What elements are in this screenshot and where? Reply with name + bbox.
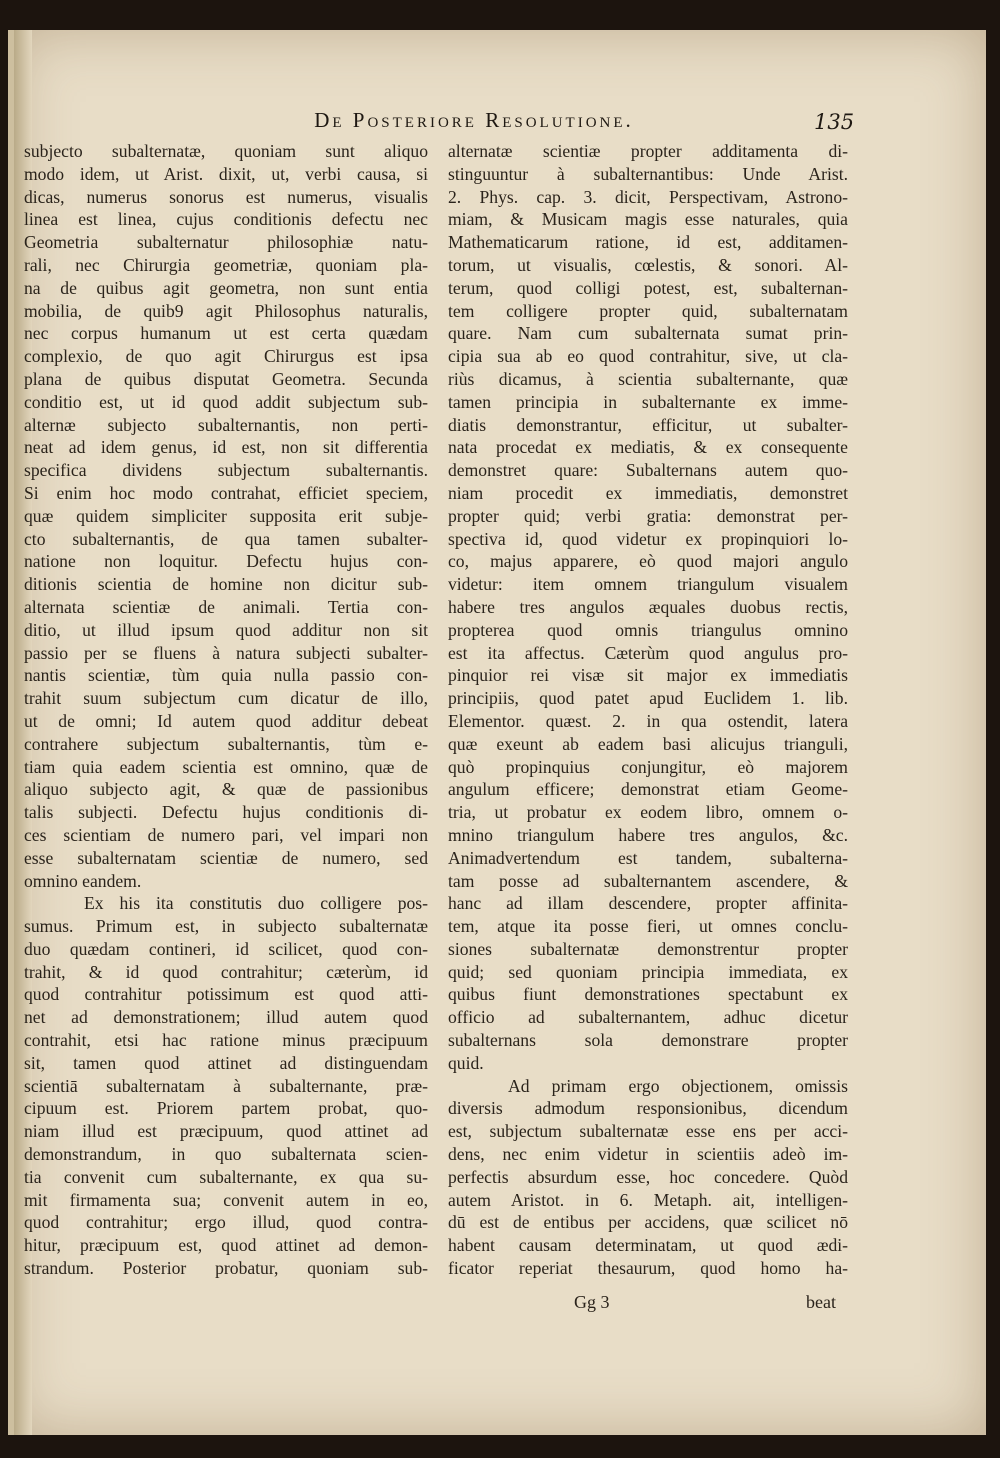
text-line: hanc ad illam descendere, propter affinita-: [448, 893, 848, 914]
text-line: miam, & Musicam magis esse naturales, quia: [448, 209, 848, 230]
text-line: ces scientiam de numero pari, vel impari non: [24, 824, 428, 845]
text-line: Elementor. quæst. 2. in qua ostendit, latera: [448, 710, 848, 731]
text-line: net ad demonstrationem; illud autem quod: [24, 1007, 428, 1028]
text-line: demonstrandum, in quo subalternata scien-: [24, 1144, 428, 1165]
text-line: subalternans sola demonstrare propter: [448, 1030, 848, 1051]
text-line: diversis admodum responsionibus, dicendum: [448, 1098, 848, 1119]
text-line: habere tres angulos æquales duobus rectis,: [448, 596, 848, 617]
text-line: complexio, de quo agit Chirurgus est ipsa: [24, 346, 428, 367]
text-line: officio ad subalternantem, adhuc dicetur: [448, 1007, 848, 1028]
text-line: quibus fiunt demonstrationes spectabunt ex: [448, 984, 848, 1005]
text-line: alternæ subjecto subalternantis, non perti-: [24, 414, 428, 435]
text-line: quæ exeunt ab eadem basi alicujus trianguli,: [448, 733, 848, 754]
text-line: contrahit, etsi hac ratione minus præcipuum: [24, 1030, 428, 1051]
text-line: Ad primam ergo objectionem, omissis: [508, 1075, 848, 1096]
signature-mark: Gg 3: [574, 1292, 610, 1312]
text-line: habent causam determinatam, ut quod ædi-: [448, 1235, 848, 1256]
running-title: De Posteriore Resolutione.: [314, 108, 634, 132]
text-line: niam procedit ex immediatis, demonstret: [448, 482, 848, 503]
page-number: 135: [814, 110, 855, 134]
text-line: niam illud est præcipuum, quod attinet ad: [24, 1121, 428, 1142]
text-line: riùs dicamus, à scientia subalternante, quæ: [448, 368, 848, 389]
text-line: cipuum est. Priorem partem probat, quo-: [24, 1098, 428, 1119]
text-line: terum, quod colligi potest, est, subalternan-: [448, 277, 848, 298]
text-line: trahit, & id quod contrahitur; cæterùm, id: [24, 961, 428, 982]
text-line: natione non loquitur. Defectu hujus con-: [24, 551, 428, 572]
text-line: demonstret quare: Subalternans autem quo-: [448, 460, 848, 481]
text-line: co, majus apparere, eò quod majori angulo: [448, 551, 848, 572]
text-line: tia convenit cum subalternante, ex qua su-: [24, 1166, 428, 1187]
text-line: nec corpus humanum ut est certa quædam: [24, 323, 428, 344]
text-line: quare. Nam cum subalternata sumat prin-: [448, 323, 848, 344]
text-line: omnino eandem.: [24, 870, 142, 891]
text-line: Animadvertendum est tandem, subalterna-: [448, 847, 848, 868]
text-line: tria, ut probatur ex eodem libro, omnem o-: [448, 802, 848, 823]
text-line: quod contrahitur; ergo illud, quod contra-: [24, 1212, 428, 1233]
text-line: quò propinquius conjungitur, eò majorem: [448, 756, 848, 777]
catchword: beat: [806, 1292, 836, 1312]
text-line: tem, atque ita posse fieri, ut omnes conclu-: [448, 916, 848, 937]
text-line: quod contrahitur potissimum est quod atti-: [24, 984, 428, 1005]
text-line: trahit suum subjectum cum dicatur de illo,: [24, 688, 428, 709]
text-line: mit firmamenta sua; convenit autem in eo,: [24, 1189, 428, 1210]
text-line: conditio est, ut id quod addit subjectum sub-: [24, 391, 428, 412]
text-line: specifica dividens subjectum subalternantis.: [24, 460, 428, 481]
text-line: sit, tamen quod attinet ad distinguendam: [24, 1052, 428, 1073]
text-line: ut de omni; Id autem quod additur debeat: [24, 710, 428, 731]
book-page: [8, 30, 986, 1435]
text-line: neat ad idem genus, id est, non sit differentia: [24, 437, 428, 458]
text-line: quid; sed quoniam principia immediata, ex: [448, 961, 848, 982]
text-line: aliquo subjecto agit, & quæ de passionibus: [24, 779, 428, 800]
text-line: angulum efficere; demonstrat etiam Geome-: [448, 779, 848, 800]
text-line: principiis, quod patet apud Euclidem 1. lib.: [448, 688, 848, 709]
text-line: passio per se fluens à natura subjecti subalter-: [24, 642, 428, 663]
text-line: duo quædam contineri, id scilicet, quod con-: [24, 938, 428, 959]
text-line: propterea quod omnis triangulus omnino: [448, 619, 848, 640]
text-line: linea est linea, cujus conditionis defectu nec: [24, 209, 428, 230]
text-line: ditio, ut illud ipsum quod additur non sit: [24, 619, 428, 640]
text-line: 2. Phys. cap. 3. dicit, Perspectivam, Astrono-: [448, 186, 848, 207]
text-line: autem Aristot. in 6. Metaph. ait, intelligen-: [448, 1189, 848, 1210]
text-line: est, subjectum subalternatæ esse ens per acci-: [448, 1121, 848, 1142]
text-line: esse subalternatam scientiæ de numero, sed: [24, 847, 428, 868]
right-column: [448, 140, 848, 1280]
text-line: na de quibus agit geometra, non sunt entia: [24, 277, 428, 298]
text-line: tiam quia eadem scientia est omnino, quæ de: [24, 756, 428, 777]
text-line: perfectis absurdum esse, hoc concedere. Quòd: [448, 1166, 848, 1187]
text-line: dens, nec enim videtur in scientiis adeò im-: [448, 1144, 848, 1165]
text-line: cto subalternantis, de qua tamen subalter-: [24, 528, 428, 549]
text-line: quid.: [448, 1052, 484, 1073]
text-line: cipia sua ab eo quod contrahitur, sive, ut cla-: [448, 346, 848, 367]
text-line: Ex his ita constitutis duo colligere pos-: [84, 893, 428, 914]
text-line: dū est de entibus per accidens, quæ scilicet nō: [448, 1212, 848, 1233]
text-line: ficator reperiat thesaurum, quod homo ha-: [448, 1258, 848, 1279]
text-line: spectiva id, quod videtur ex propinquiori lo-: [448, 528, 848, 549]
text-line: mnino triangulum habere tres angulos, &c.: [448, 824, 848, 845]
text-line: Geometria subalternatur philosophiæ natu-: [24, 232, 428, 253]
text-line: quæ quidem simpliciter supposita erit subje-: [24, 505, 428, 526]
text-line: dicas, numerus sonorus est numerus, visualis: [24, 186, 428, 207]
text-line: ditionis scientia de homine non dicitur sub-: [24, 574, 428, 595]
text-line: nata procedat ex mediatis, & ex consequente: [448, 437, 848, 458]
text-line: strandum. Posterior probatur, quoniam sub-: [24, 1258, 428, 1279]
text-line: torum, ut visualis, cœlestis, & sonori. Al-: [448, 254, 848, 275]
text-line: alternata scientiæ de animali. Tertia con-: [24, 596, 428, 617]
text-line: mobilia, de quib9 agit Philosophus naturalis,: [24, 300, 428, 321]
text-line: pinquior rei visæ sit major ex immediatis: [448, 665, 848, 686]
text-line: siones subalternatæ demonstrentur propter: [448, 938, 848, 959]
text-line: Mathematicarum ratione, id est, additamen-: [448, 232, 848, 253]
text-line: propter quid; verbi gratia: demonstrat per-: [448, 505, 848, 526]
text-line: nantis scientiæ, tùm quia nulla passio con-: [24, 665, 428, 686]
text-line: sumus. Primum est, in subjecto subalternatæ: [24, 916, 428, 937]
left-column: [24, 140, 428, 1280]
text-line: tam posse ad subalternantem ascendere, &: [448, 870, 848, 891]
text-line: tem colligere propter quid, subalternatam: [448, 300, 848, 321]
text-line: modo idem, ut Arist. dixit, ut, verbi causa, si: [24, 163, 428, 184]
text-line: videtur: item omnem triangulum visualem: [448, 574, 848, 595]
text-line: stinguuntur à subalternantibus: Unde Arist.: [448, 163, 848, 184]
text-line: plana de quibus disputat Geometra. Secunda: [24, 368, 428, 389]
text-line: diatis demonstrantur, efficitur, ut subalter-: [448, 414, 848, 435]
text-line: alternatæ scientiæ propter additamenta di-: [448, 141, 848, 161]
text-line: Si enim hoc modo contrahat, efficiet speciem,: [24, 482, 428, 503]
text-line: rali, nec Chirurgia geometriæ, quoniam pla-: [24, 254, 428, 275]
text-line: tamen principia in subalternante ex imme-: [448, 391, 848, 412]
text-line: scientiā subalternatam à subalternante, præ-: [24, 1075, 428, 1096]
text-line: est ita affectus. Cæterùm quod angulus pro-: [448, 642, 848, 663]
text-line: hitur, præcipuum est, quod attinet ad demon-: [24, 1235, 428, 1256]
text-line: contrahere subjectum subalternantis, tùm e-: [24, 733, 428, 754]
text-line: subjecto subalternatæ, quoniam sunt aliquo: [24, 141, 428, 161]
text-line: talis subjecti. Defectu hujus conditionis di-: [24, 802, 428, 823]
